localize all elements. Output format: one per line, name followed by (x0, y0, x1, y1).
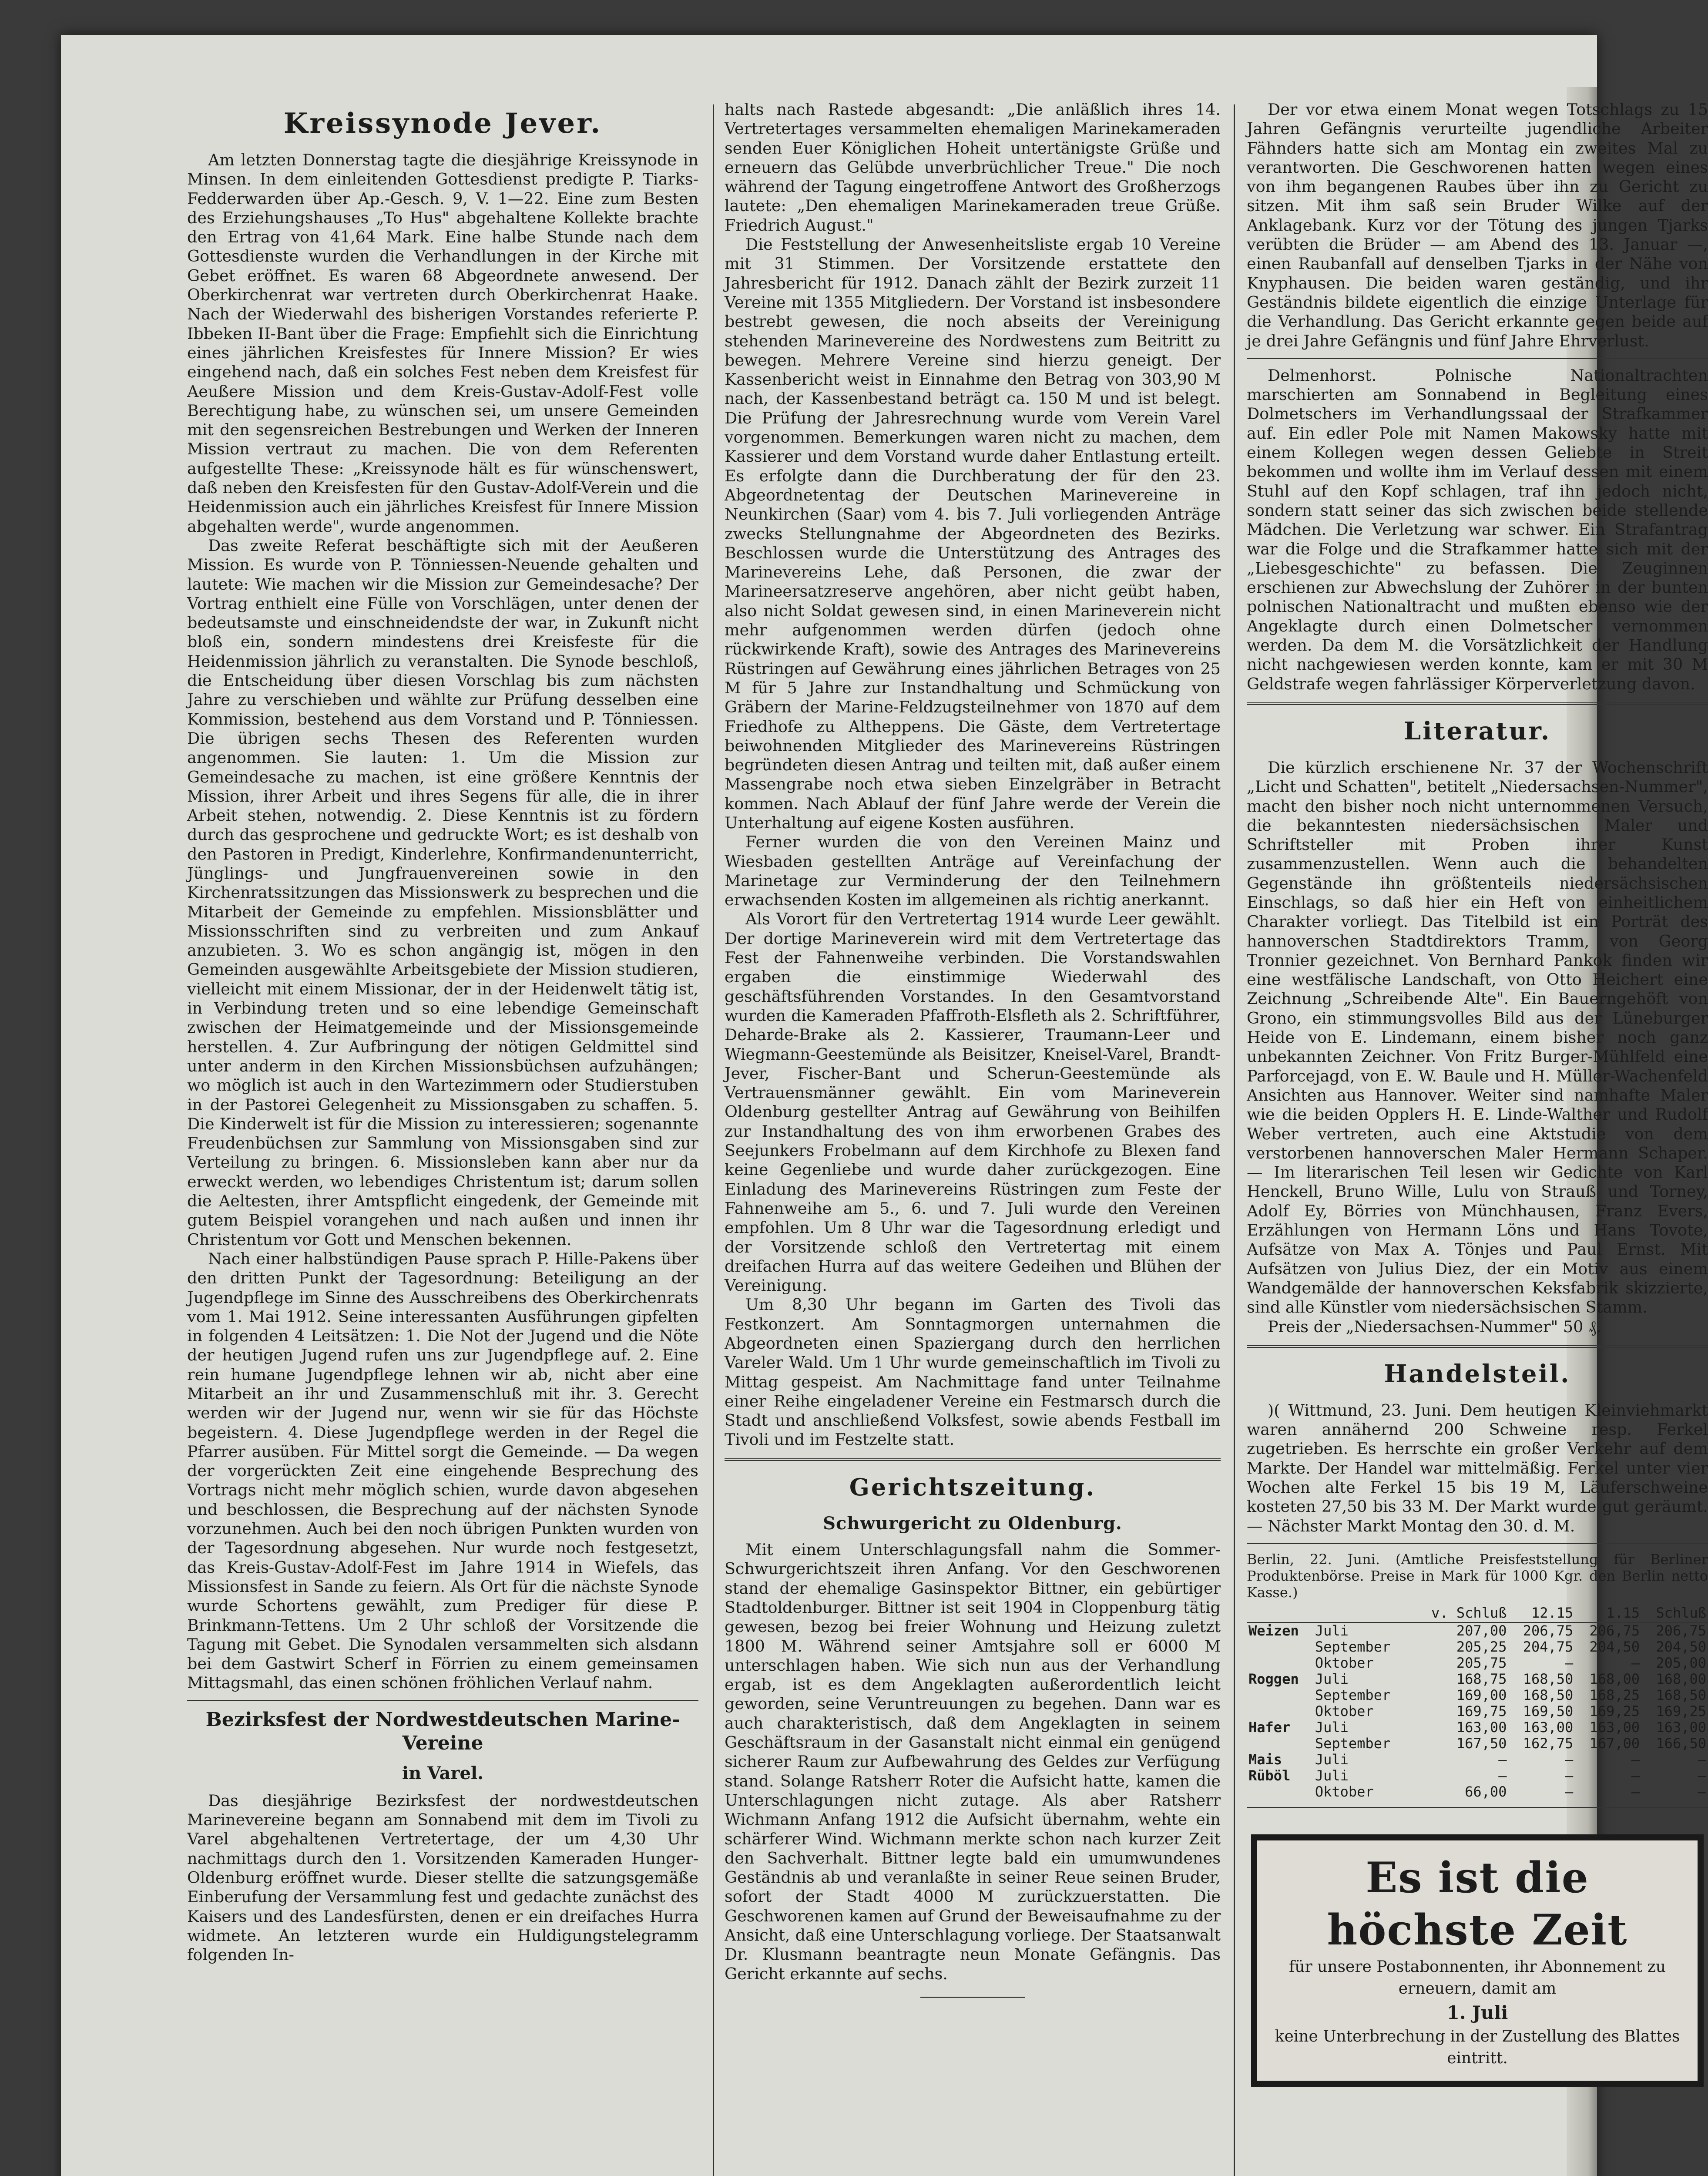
table-cell: — (1631, 1767, 1640, 1784)
table-cell: Juli (1315, 1719, 1349, 1736)
table-cell: Juli (1315, 1670, 1349, 1687)
table-body (1247, 1622, 1708, 1800)
table-cell: 169,75 (1456, 1703, 1507, 1719)
table-cell: 169,25 (1589, 1703, 1640, 1719)
table-cell: Oktober (1315, 1703, 1374, 1719)
section-title: Literatur. (1403, 716, 1551, 745)
table-cell: 205,25 (1456, 1638, 1507, 1655)
table-cell: 169,25 (1656, 1703, 1706, 1719)
table-cell: 166,50 (1656, 1735, 1706, 1752)
table-cell: — (1631, 1751, 1640, 1768)
paragraph: Der vor etwa einem Monat wegen Totschlags zu 15 Jahren Gefängnis verurteilte jugendliche Arbeiter Fähnders hatte sich am Montag ein zweites Mal zu verantworten. Die Geschworenen hatten wegen eines von ihm begangenen Raubes über ihn zu Gericht zu sitzen. Mit ihm saß sein Bruder Wilke auf der Anklagebank. Kurz vor der Tötung des jungen Tjarks verübten die Brüder — am Abend des 13. Januar —, einen Raubanfall auf denselben Tjarks in der Nähe von Knyphausen. Die beiden waren geständig, und ihr Geständnis bildete eigentlich die einzige Unterlage für die Verhandlung. Das Gericht erkannte gegen beide auf je drei Jahre Gefängnis und fünf Jahre Ehrverlust. (1247, 100, 1708, 350)
ad-date: 1. Juli (1446, 2001, 1508, 2023)
table-cell (1247, 1736, 1313, 1752)
table-cell: 204,50 (1656, 1638, 1706, 1655)
table-cell: — (1698, 1767, 1706, 1784)
table-cell (1247, 1687, 1313, 1703)
table-cell: 162,75 (1523, 1735, 1574, 1752)
table-cell: Hafer (1248, 1719, 1291, 1736)
price-table (1247, 1604, 1708, 1800)
paragraph: Nach einer halbstündigen Pause sprach P. Hille-Pakens über den dritten Punkt der Tagesordnung: Beteiligung an der Jugendpflege im Sinne des Ausschreibens des Oberkirchenrats vom 1. Mai 1912. Seine interessanten Ausführungen gipfelten in folgenden 4 Leitsätzen: 1. Die Not der Jugend und die Nöte der heutigen Jugend rufen uns zur Jugendpflege auf. 2. Eine rein humane Jugendpflege lehnen wir ab, nicht aber eine Mitarbeit an ihr und Zusammenschluß mit ihr. 3. Gerecht werden wir der Jugend nur, wenn wir sie für das Höchste begeistern. 4. Diese Jugendpflege werden in der Regel die Pfarrer ausüben. Für Mittel sorgt die Gemeinde. — Da wegen der vorgerückten Zeit eine eingehende Besprechung des Vortrags nicht mehr möglich schien, wurde davon abgesehen und beschlossen, die Besprechung auf der nächsten Synode vorzunehmen. Auch bei den noch übrigen Punkten wurden von der Tagesordnung abgesehen. Nur wurde noch festgesetzt, das Kreis-Gustav-Adolf-Fest im Jahre 1914 in Wiefels, das Missionsfest in Sande zu feiern. Als Ort für die nächste Synode wurde Schortens gewählt, zum Prediger für diese P. Brinkmann-Tettens. Um 2 Uhr schloß der Vorsitzende die Tagung mit Gebet. Die Synodalen versammelten sich alsdann bei dem Gastwirt Scherf in Förrien zu einem gemeinsamen Mittagsmahl, das einen schönen fröhlichen Verlauf nahm. (187, 1249, 698, 1692)
table-cell: — (1631, 1783, 1640, 1800)
table-cell: September (1315, 1686, 1391, 1703)
table-cell: Rüböl (1248, 1767, 1291, 1784)
table-row (1247, 1768, 1708, 1784)
column-rule (1234, 104, 1235, 2176)
table-cell: September (1315, 1735, 1391, 1752)
table-cell: Weizen (1248, 1622, 1299, 1639)
column-2 (725, 100, 1221, 2176)
paragraph: Delmenhorst. Polnische Nationaltrachten marschierten am Sonnabend in Begleitung eines Dolmetschers im Verhandlungssaal der Strafkammer auf. Ein edler Pole mit Namen Makowsky hatte mit einem Kollegen wegen dessen Geliebte in Streit bekommen und wollte ihm im Verlauf dessen mit einem Stuhl auf den Kopf schlagen, traf ihn jedoch nicht, sondern statt seiner das sich zwischen beide stellende Mädchen. Die Verletzung war schwer. Ein Strafantrag war die Folge und die Strafkammer hatte sich mit der „Liebesgeschichte" zu befassen. Die Zeuginnen erschienen zur Abwechslung der Zuhörer in der bunten polnischen Nationaltracht und mußten ebenso wie der Angeklagte durch einen Dolmetscher vernommen werden. Da dem M. die Vorsätzlichkeit der Handlung nicht nachgewiesen werden konnte, kam er mit 30 M Geldstrafe wegen fahrlässiger Körperverletzung davon. (1247, 366, 1708, 693)
table-cell: 167,00 (1589, 1735, 1640, 1752)
section-divider (1247, 1543, 1708, 1544)
paragraph: Die Feststellung der Anwesenheitsliste ergab 10 Vereine mit 31 Stimmen. Der Vorsitzende erstattete den Jahresbericht für 1912. Danach zählt der Bezirk zurzeit 11 Vereine mit 1355 Mitgliedern. Der Vorstand ist insbesondere bestrebt gewesen, die noch abseits der Vereinigung stehenden Marinevereine des Nordwestens zum Beitritt zu bewegen. Mehrere Vereine sind hierzu geneigt. Der Kassenbericht weist in Einnahme den Betrag von 303,90 M nach, der Kassenbestand beträgt ca. 150 M und ist belegt. Die Prüfung der Jahresrechnung wurde vom Verein Varel vorgenommen. Bemerkungen waren nicht zu machen, dem Kassierer und dem Vorstand wurde daher Entlastung erteilt. Es erfolgte dann die Durchberatung der für den 23. Abgeordnetentag der Deutschen Marinevereine in Neunkirchen (Saar) vom 4. bis 7. Juli vorliegenden Anträge zwecks Stellungnahme der Abgeordneten des Bezirks. Beschlossen wurde die Unterstützung des Antrages des Marinevereins Lehe, daß Personen, die zwar der Marineersatzreserve angehören, aber nicht geübt haben, also nicht Soldat gewesen sind, in einen Marineverein nicht mehr aufgenommen werden dürfen (jedoch ohne rückwirkende Kraft), sowie des Antrages des Marinevereins Rüstringen auf Gewährung eines jährlichen Betrages von 25 M für 5 Jahre zur Instandhaltung und Schmückung von Gräbern der Marine-Feldzugsteilnehmer von 1870 auf dem Friedhofe zu Altheppens. Die Gäste, dem Vertretertage beiwohnenden Mitglieder des Marinevereins Rüstringen begründeten diesen Antrag und teilten mit, daß außer einem Massengrabe noch etwa sieben Einzelgräber in Betracht kommen. Nach Ablauf der fünf Jahre werde der Verein die Unterhaltung auf eigene Kosten ausführen. (725, 235, 1221, 832)
table-cell: — (1698, 1783, 1706, 1800)
table-cell: — (1498, 1767, 1507, 1784)
table-cell: Juli (1315, 1751, 1349, 1768)
paragraph: Das diesjährige Bezirksfest der nordwestdeutschen Marinevereine begann am Sonnabend mit dem im Tivoli zu Varel abgehaltenen Vertretertage, der um 4,30 Uhr nachmittags durch den 1. Vorsitzenden Kameraden Hunger-Oldenburg eröffnet wurde. Dieser stellte die satzungsgemäße Einberufung der Versammlung fest und gedachte zunächst des Kaisers und des Landesfürsten, denen er ein dreifaches Hurra widmete. An letzteren wurde ein Huldigungstelegramm folgenden In- (187, 1791, 698, 1964)
section-title: Gerichtszeitung. (849, 1473, 1096, 1501)
table-cell: 168,25 (1589, 1686, 1640, 1703)
section-title: Bezirksfest der Nordwestdeutschen Marine-Vereine (205, 1708, 680, 1754)
table-cell: 163,00 (1523, 1719, 1574, 1736)
section-divider (1247, 1807, 1708, 1808)
table-cell: 206,75 (1589, 1622, 1640, 1639)
table-cell: 204,50 (1589, 1638, 1640, 1655)
paragraph: Als Vorort für den Vertretertag 1914 wurde Leer gewählt. Der dortige Marineverein wird mit dem Vertretertage das Fest der Fahnenweihe verbinden. Die Vorstandswahlen ergaben die einstimmige Wiederwahl des geschäftsführenden Vorstandes. In den Gesamtvorstand wurden die Kameraden Pfaffroth-Elsfleth als 2. Schriftführer, Deharde-Brake als 2. Kassierer, Traumann-Leer und Wiegmann-Geestemünde als Beisitzer, Kneisel-Varel, Brandt-Jever, Fischer-Bant und Scherun-Geestemünde als Vertrauensmänner gewählt. Ein vom Marineverein Oldenburg gestellter Antrag auf Gewährung von Beihilfen zur Instandhaltung des von ihm erworbenen Grabes des Seejunkers Frobelmann auf dem Kirchhofe zu Blexen fand keine Gegenliebe und wurde daher zurückgezogen. Eine Einladung des Marinevereins Rüstringen zum Feste der Fahnenweihe am 5., 6. und 7. Juli wurde den Vereinen empfohlen. Um 8 Uhr war die Tagesordnung erledigt und der Vorsitzende schloß den Vertretertag mit einem dreifachen Hurra auf das weitere Gedeihen und Blühen der Vereinigung. (725, 910, 1221, 1295)
table-cell: September (1315, 1638, 1391, 1655)
table-cell: 168,75 (1456, 1670, 1507, 1687)
paragraph: Um 8,30 Uhr begann im Garten des Tivoli das Festkonzert. Am Sonntagmorgen unternahmen die Abgeordneten einen Spaziergang durch den herrlichen Vareler Wald. Um 1 Uhr wurde gemeinschaftlich im Tivoli zu Mittag gespeist. Am Nachmittage fand unter Teilnahme einer Reihe eingeladener Vereine ein Festmarsch durch die Stadt und anschließend Volksfest, sowie abends Festball im Tivoli und im Festzelte statt. (725, 1295, 1221, 1449)
table-cell: 204,75 (1523, 1638, 1574, 1655)
table-cell: — (1498, 1751, 1507, 1768)
table-row (1247, 1736, 1708, 1752)
paragraph: Die kürzlich erschienene Nr. 37 der Wochenschrift „Licht und Schatten", betitelt „Niedersachsen-Nummer", macht den bisher noch nicht unternommenen Versuch, die bekanntesten niedersächsischen Maler und Schriftsteller mit Proben ihrer Kunst zusammenzustellen. Wenn auch die behandelten Gegenstände ihn größtenteils niedersächsischen Einschlags, so daß hier ein Heft von einheitlichem Charakter vorliegt. Das Titelbild ist ein Porträt des hannoverschen Stadtdirektors Tramm, von Georg Tronnier gezeichnet. Von Bernhard Pankok finden wir eine westfälische Landschaft, von Otto Heichert eine Zeichnung „Schreibende Alte". Ein Bauerngehöft von Grono, ein stimmungsvolles Bild aus der Lüneburger Heide von E. Lindemann, einem bisher noch ganz unbekannten Zeichner. Von Fritz Burger-Mühlfeld eine Parforcejagd, von E. W. Baule und H. Müller-Wachenfeld Ansichten aus Hannover. Weiter sind namhafte Maler wie die beiden Opplers H. E. Linde-Walther und Rudolf Weber vertreten, auch eine Aktstudie von dem verstorbenen hannoverschen Maler Hermann Schaper. — Im literarischen Teil lesen wir Gedichte von Karl Henckell, Bruno Wille, Lulu von Strauß und Torney, Adolf Ey, Börries von Münchhausen, Franz Evers, Erzählungen von Hermann Löns und Hans Tovote, Aufsätze von Max A. Tönjes und Paul Ernst. Mit Aufsätzen von Julius Diez, der ein Motiv aus einem Wandgemälde der hannoverschen Keksfabrik skizzierte, sind alle Künstler vom niedersächsischen Stamm. (1247, 758, 1708, 1317)
section-divider (1247, 702, 1708, 705)
table-cell: 163,00 (1589, 1719, 1640, 1736)
end-rule (920, 1997, 1025, 1998)
table-header-cell: 1.15 (1575, 1604, 1641, 1622)
table-row (1247, 1655, 1708, 1671)
table-cell: 168,00 (1656, 1670, 1706, 1687)
section-subtitle: in Varel. (402, 1763, 484, 1783)
table-cell: 168,50 (1523, 1670, 1574, 1687)
paragraph: halts nach Rastede abgesandt: „Die anläßlich ihres 14. Vertretertages versammelten ehemaligen Marinekameraden senden Euer Königlichen Hoheit untertänigste Grüße und erneuern das Gelübde unverbrüchlicher Treue." Die noch während der Tagung eingetroffene Antwort des Großherzogs lautete: „Den ehemaligen Marinekameraden treue Grüße. Friedrich August." (725, 100, 1221, 235)
table-header-cell: 12.15 (1508, 1604, 1575, 1622)
newspaper-page (61, 35, 1708, 2176)
column-3 (1247, 100, 1708, 2176)
table-cell: Roggen (1248, 1670, 1299, 1687)
section-divider (1247, 1345, 1708, 1348)
table-row (1247, 1687, 1708, 1703)
section-divider (1247, 358, 1708, 359)
table-cell: — (1565, 1783, 1574, 1800)
table-cell: — (1698, 1751, 1706, 1768)
table-row (1247, 1784, 1708, 1800)
table-header-cell: Schluß (1641, 1604, 1708, 1622)
table-row (1247, 1639, 1708, 1655)
table-cell: 168,00 (1589, 1670, 1640, 1687)
table-header-cell: v. Schluß (1411, 1604, 1508, 1622)
paragraph: Das zweite Referat beschäftigte sich mit der Aeußeren Mission. Es wurde von P. Tönniessen-Neuende gehalten und lautete: Wie machen wir die Mission zur Gemeindesache? Der Vortrag enthielt eine Fülle von Vorschlägen, unter denen der bedeutsamste und einschneidendste der war, in Zukunft nicht bloß ein, sondern mindestens drei Kreisfeste für die Heidenmission jährlich zu veranstalten. Die Synode beschloß, die Entscheidung über diesen Vorschlag bis zum nächsten Jahre zu verschieben und wählte zur Prüfung desselben eine Kommission, bestehend aus dem Vorstand und P. Tönniessen. Die übrigen sechs Thesen des Referenten wurden angenommen. Sie lauten: 1. Um die Mission zur Gemeindesache zu machen, ist eine größere Kenntnis der Mission, ihrer Arbeit und ihres Segens für alle, die in ihrer Arbeit stehen, notwendig. 2. Diese Kenntnis ist zu fördern durch das gesprochene und gedruckte Wort; es ist deshalb von den Pastoren in Predigt, Kinderlehre, Konfirmandenunterricht, Jünglings- und Jungfrauenvereinen sowie in den Kirchenratssitzungen das Missionswerk zu besprechen und die Mitarbeit der Gemeinde zu empfehlen. Missionsblätter und Missionsschriften sind zu verbreiten und zum Ankauf anzubieten. 3. Wo es schon angängig ist, mögen in den Gemeinden ausgewählte Arbeitsgebiete der Mission studieren, vielleicht mit einem Missionar, der in der Heidenwelt tätig ist, in Verbindung treten und so eine lebendige Gemeinschaft zwischen der Heimatgemeinde und der Missionsgemeinde herstellen. 4. Zur Aufbringung der nötigen Geldmittel sind unter anderm in den Kirchen Missionsbüchsen aufzuhängen; wo möglich ist auch in den Wartezimmern oder Studierstuben in der Pastorei Gelegenheit zu Missionsgaben zu schaffen. 5. Die Kinderwelt ist für die Mission zu interessieren; sogenannte Freudenbüchsen zur Sammlung von Missionsgaben sind zur Verteilung zu bringen. 6. Missionsleben kann aber nur da erweckt werden, wo lebendiges Christentum ist; darum sollen die Aeltesten, ihrer Amtspflicht eingedenk, der Gemeinde mit gutem Beispiel vorangehen und nach außen und innen ihr Christentum vor Gott und Menschen bekennen. (187, 536, 698, 1249)
table-cell: 66,00 (1465, 1783, 1507, 1800)
table-cell (1247, 1703, 1313, 1719)
quote-header: Berlin, 22. Juni. (Amtliche Preisfeststellung für Berliner Produktenbörse. Preise in Mark für 1000 Kgr. den Berlin netto Kasse.) (1247, 1551, 1708, 1601)
table-cell: 206,75 (1523, 1622, 1574, 1639)
table-cell: Juli (1315, 1767, 1349, 1784)
table-row (1247, 1671, 1708, 1687)
table-cell: Oktober (1315, 1783, 1374, 1800)
table-row (1247, 1703, 1708, 1719)
section-divider (187, 1700, 698, 1701)
table-cell: 163,00 (1456, 1719, 1507, 1736)
table-cell: 168,50 (1656, 1686, 1706, 1703)
ad-headline: Es ist die höchste Zeit (1327, 1853, 1628, 1954)
table-cell (1247, 1655, 1313, 1671)
table-cell: 163,00 (1656, 1719, 1706, 1736)
table-row (1247, 1752, 1708, 1768)
table-cell: Juli (1315, 1622, 1349, 1639)
table-cell: — (1565, 1654, 1574, 1671)
paragraph: )( Wittmund, 23. Juni. Dem heutigen Kleinviehmarkt waren annähernd 200 Schweine resp. Ferkel zugetrieben. Es herrschte ein großer Verkehr auf dem Markte. Der Handel war mittelmäßig. Ferkel unter vier Wochen alte Ferkel 15 bis 19 M, Läuferschweine kosteten 27,50 bis 33 M. Der Markt wurde gut geräumt. — Nächster Markt Montag den 30. d. M. (1247, 1400, 1708, 1535)
table-cell: 206,75 (1656, 1622, 1706, 1639)
table-cell: — (1565, 1767, 1574, 1784)
table-cell: 167,50 (1456, 1735, 1507, 1752)
subscription-ad (1251, 1834, 1704, 2087)
table-cell: — (1631, 1654, 1640, 1671)
section-subtitle: Schwurgericht zu Oldenburg. (823, 1513, 1122, 1534)
table-row (1247, 1719, 1708, 1736)
price-note: Preis der „Niedersachsen-Nummer" 50 ₰. (1268, 1317, 1601, 1336)
table-header-cell (1247, 1604, 1313, 1622)
ad-text: für unsere Postabonnenten, ihr Abonnement zu erneuern, damit am (1289, 1958, 1666, 1998)
table-cell: 169,50 (1523, 1703, 1574, 1719)
table-cell: 168,50 (1523, 1686, 1574, 1703)
column-1 (187, 100, 698, 2176)
table-cell: 207,00 (1456, 1622, 1507, 1639)
paragraph: Mit einem Unterschlagungsfall nahm die Sommer-Schwurgerichtszeit ihren Anfang. Vor den Geschworenen stand der ehemalige Gasinspektor Bittner, ein gebürtiger Stadtoldenburger. Bittner ist seit 1904 in Cloppenburg tätig gewesen, bezog bei freier Wohnung und Heizung zuletzt 1800 M. Während seiner Amtsjahre soll er 6000 M unterschlagen haben. Wie sich nun aus der Verhandlung ergab, ist es dem Angeklagten außerordentlich leicht geworden, seine Veruntreuungen zu begehen. Dann war es auch charakteristisch, daß dem Angeklagten in seinem Geschäftsraum in der Gasanstalt nicht einmal ein genügend sicherer Raum zur Aufbewahrung des Geldes zur Verfügung stand. Solange Ratsherr Roter die Aufsicht hatte, kamen die Unterschlagungen nicht zutage. Als aber Ratsherr Wichmann Anfang 1912 die Aufsicht übernahm, wehte ein schärferer Wind. Wichmann merkte schon nach kurzer Zeit den Sachverhalt. Bittner legte bald ein umumwundenes Geständnis ab und veranlaßte in seiner Reue seinen Bruder, sofort der Stadt 4000 M zurückzuerstatten. Die Geschworenen kamen auf Grund der Beweisaufnahme zu der Ansicht, daß eine Unterschlagung vorliege. Der Staatsanwalt Dr. Klusmann beantragte neun Monate Gefängnis. Das Gericht erkannte auf sechs. (725, 1540, 1221, 1983)
table-header-cell (1313, 1604, 1411, 1622)
column-rule (713, 104, 714, 2176)
table-cell (1247, 1639, 1313, 1655)
table-cell: Mais (1248, 1751, 1282, 1768)
table-cell (1247, 1784, 1313, 1800)
section-title: Handelsteil. (1384, 1359, 1571, 1388)
table-cell: 205,00 (1656, 1654, 1706, 1671)
table-cell: 205,75 (1456, 1654, 1507, 1671)
section-divider (725, 1458, 1221, 1461)
paragraph: Am letzten Donnerstag tagte die diesjährige Kreissynode in Minsen. In dem einleitenden Gottesdienst predigte P. Tiarks-Fedderwarden über Ap.-Gesch. 9, V. 1—22. Eine zum Besten des Erziehungshauses „To Hus" abgehaltene Kollekte brachte den Ertrag von 41,64 Mark. Eine halbe Stunde nach dem Gottesdienste wurden die Verhandlungen in der Kirche mit Gebet eröffnet. Es waren 68 Abgeordnete anwesend. Der Oberkirchenrat war vertreten durch Oberkirchenrat Haake. Nach der Wiederwahl des bisherigen Vorstandes referierte P. Ibbeken II-Bant über die Frage: Empfiehlt sich die Einrichtung eines jährlichen Kreisfestes für Innere Mission? Er wies eingehend nach, daß ein solches Fest neben dem Kreisfest für Aeußere Mission und dem Kreis-Gustav-Adolf-Fest volle Berechtigung habe, zu wünschen sei, um unsere Gemeinden mit den segensreichen Bestrebungen und Werken der Inneren Mission vertraut zu machen. Die von dem Referenten aufgestellte These: „Kreissynode hält es für wünschenswert, daß neben den Kreisfesten für den Gustav-Adolf-Verein und die Heidenmission auch ein jährliches Kreisfest für Innere Mission abgehalten werde", wurde angenommen. (187, 151, 698, 536)
paragraph: Ferner wurden die von den Vereinen Mainz und Wiesbaden gestellten Anträge auf Vereinfachung der Marinetage zur Verminderung der den Teilnehmern erwachsenden Kosten im allgemeinen als richtig anerkannt. (725, 833, 1221, 910)
table-header (1247, 1604, 1708, 1622)
table-cell: 169,00 (1456, 1686, 1507, 1703)
ad-text: keine Unterbrechung in der Zustellung des Blattes eintritt. (1275, 2027, 1680, 2067)
table-row (1247, 1622, 1708, 1639)
article-title: Kreissynode Jever. (283, 107, 602, 140)
table-cell: Oktober (1315, 1654, 1374, 1671)
table-cell: — (1565, 1751, 1574, 1768)
